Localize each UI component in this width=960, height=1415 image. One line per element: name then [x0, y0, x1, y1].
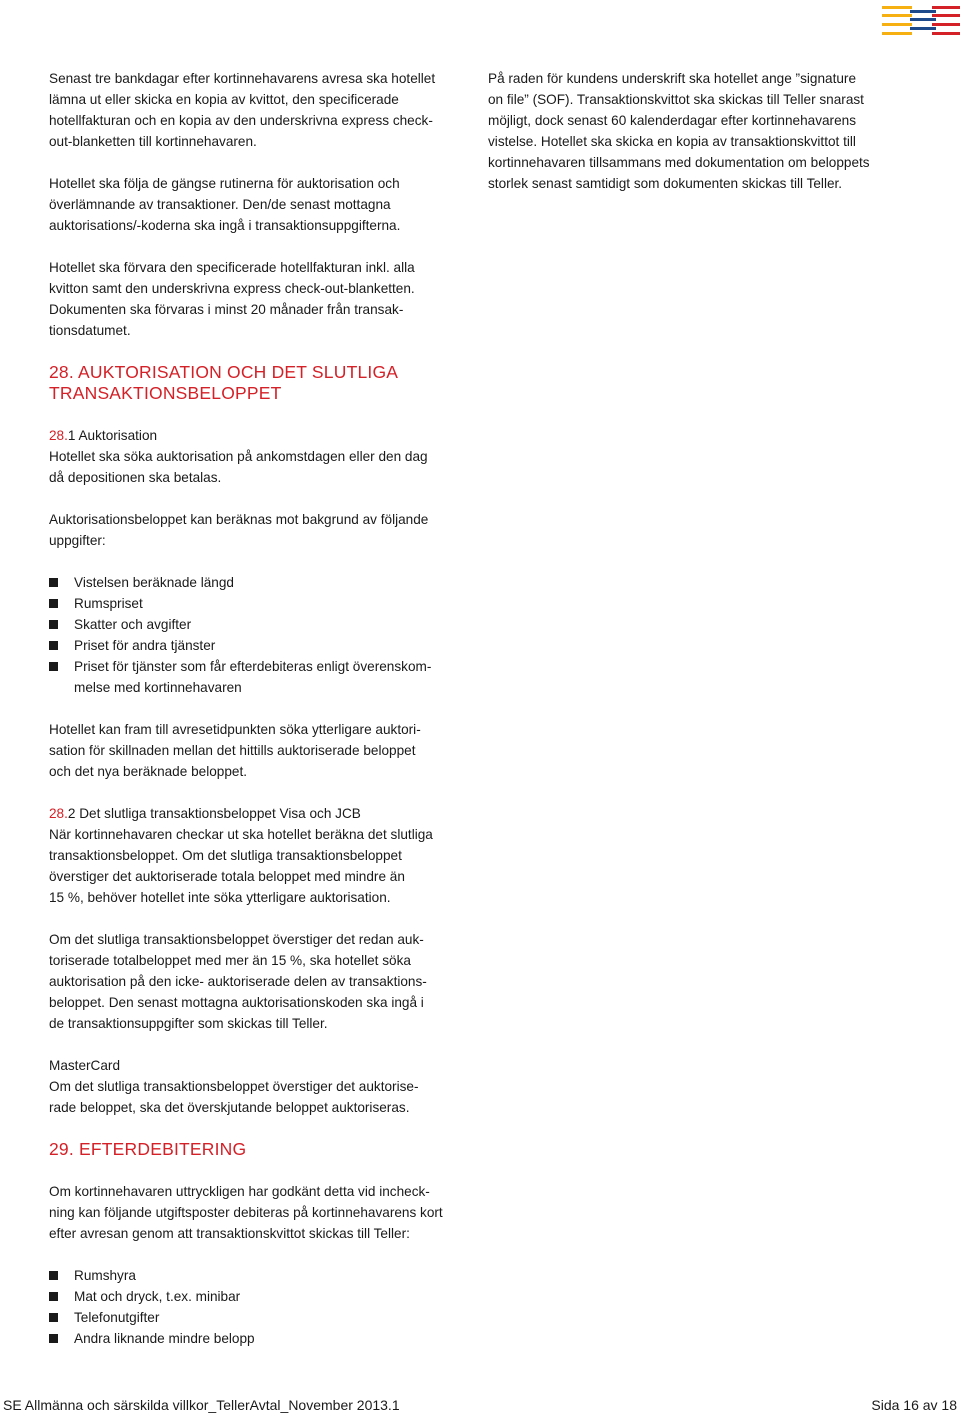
subheading-mastercard: MasterCard — [49, 1058, 121, 1073]
section-title: EFTERDEBITERING — [79, 1139, 247, 1159]
list-item: Telefonutgifter — [49, 1307, 459, 1328]
page-number: Sida 16 av 18 — [871, 1397, 957, 1413]
list-item: Andra liknande mindre belopp — [49, 1328, 459, 1349]
subheading-number: 28. — [49, 806, 68, 821]
paragraph-authorisation-amount: Auktorisationsbeloppet kan beräknas mot bakgrund av följande uppgifter: — [49, 512, 429, 548]
section-heading-29 — [49, 1139, 459, 1160]
subheading-title: 2 Det slutliga transaktionsbeloppet Visa och JCB — [67, 806, 361, 821]
list-item: Rumspriset — [49, 593, 459, 614]
paragraph-over-15-percent: Om det slutliga transaktionsbeloppet överstiger det redan auk- toriserade totalbeloppet med mer än 15 %, ska hotellet söka auktorisation på den icke- auktoriserade delen av transaktions- beloppet. Den senast mottagna auktorisationskoden ska ingå i de transaktionsuppgifter som skickas till Teller. — [49, 932, 427, 1031]
paragraph-additional-authorisation: Hotellet kan fram till avresetidpunkten söka ytterligare auktori- sation för skillnaden mellan det hittills auktoriserade beloppet och det nya beräknade beloppet. — [49, 722, 421, 779]
document-title: SE Allmänna och särskilda villkor_TellerAvtal_November 2013.1 — [3, 1397, 400, 1413]
list-item: Priset för tjänster som får efterdebiteras enligt överenskom- melse med kortinnehavaren — [49, 656, 459, 698]
paragraph-authorisation-routines: Hotellet ska följa de gängse rutinerna för auktorisation och överlämnande av transaktioner. Den/de senast mottagna auktorisations/-koderna ska ingå i transaktionsuppgifterna. — [49, 176, 401, 233]
paragraph-final-amount: När kortinnehavaren checkar ut ska hotellet beräkna det slutliga transaktionsbeloppet. Om det slutliga transaktionsbeloppet överstiger det auktoriserade totala beloppet med mindre än 15 %, behöver hotellet inte söka ytterligare auktorisation. — [49, 827, 433, 905]
list-item: Vistelsen beräknade längd — [49, 572, 459, 593]
section-title: AUKTORISATION OCH DET SLUTLIGA TRANSAKTIONSBELOPPET — [49, 362, 399, 403]
subheading-title: 1 Auktorisation — [67, 428, 158, 443]
subheading-28-1 — [49, 425, 459, 446]
list-item: Priset för andra tjänster — [49, 635, 459, 656]
section-number: 28. — [49, 362, 74, 382]
teller-logo-icon — [880, 5, 960, 37]
subheading-number: 28. — [49, 428, 68, 443]
left-column — [49, 68, 459, 1370]
list-item: Rumshyra — [49, 1265, 459, 1286]
list-item: Skatter och avgifter — [49, 614, 459, 635]
right-column — [488, 68, 908, 215]
paragraph-signature-on-file: På raden för kundens underskrift ska hotellet ange ”signature on file” (SOF). Transaktionskvittot ska skickas till Teller snarast möjligt, dock senast 60 kalenderdagar efter kortinnehavarens vistelse. Hotellet ska skicka en kopia av transaktionskvittot till kortinnehavaren tillsammans med dokumentation om beloppets storlek senast samtidigt som dokumenten skickas till Teller. — [488, 71, 870, 191]
paragraph-receipt-delivery: Senast tre bankdagar efter kortinnehavarens avresa ska hotellet lämna ut eller skicka en kopia av kvittot, den specificerade hotellfakturan och en kopia av den underskrivna express check- out-blanketten till kortinnehavaren. — [49, 71, 436, 149]
section-heading-28 — [49, 362, 459, 404]
page-footer — [0, 1396, 960, 1415]
paragraph-storage: Hotellet ska förvara den specificerade hotellfakturan inkl. alla kvitton samt den underskrivna express check-out-blanketten. Dokumenten ska förvaras i minst 20 månader från transak- tionsdatumet. — [49, 260, 415, 338]
subheading-28-2 — [49, 803, 459, 824]
post-charge-list — [49, 1265, 459, 1349]
section-number: 29. — [49, 1139, 74, 1159]
paragraph-mastercard: Om det slutliga transaktionsbeloppet överstiger det auktorise- rade beloppet, ska det överskjutande beloppet auktoriseras. — [49, 1079, 419, 1115]
paragraph-authorisation-day: Hotellet ska söka auktorisation på ankomstdagen eller den dag då depositionen ska betalas. — [49, 449, 428, 485]
list-item: Mat och dryck, t.ex. minibar — [49, 1286, 459, 1307]
authorisation-basis-list — [49, 572, 459, 698]
paragraph-post-charge: Om kortinnehavaren uttryckligen har godkänt detta vid incheck- ning kan följande utgiftsposter debiteras på kortinnehavarens kort efter avresan genom att transaktionskvittot skickas till Teller: — [49, 1184, 443, 1241]
